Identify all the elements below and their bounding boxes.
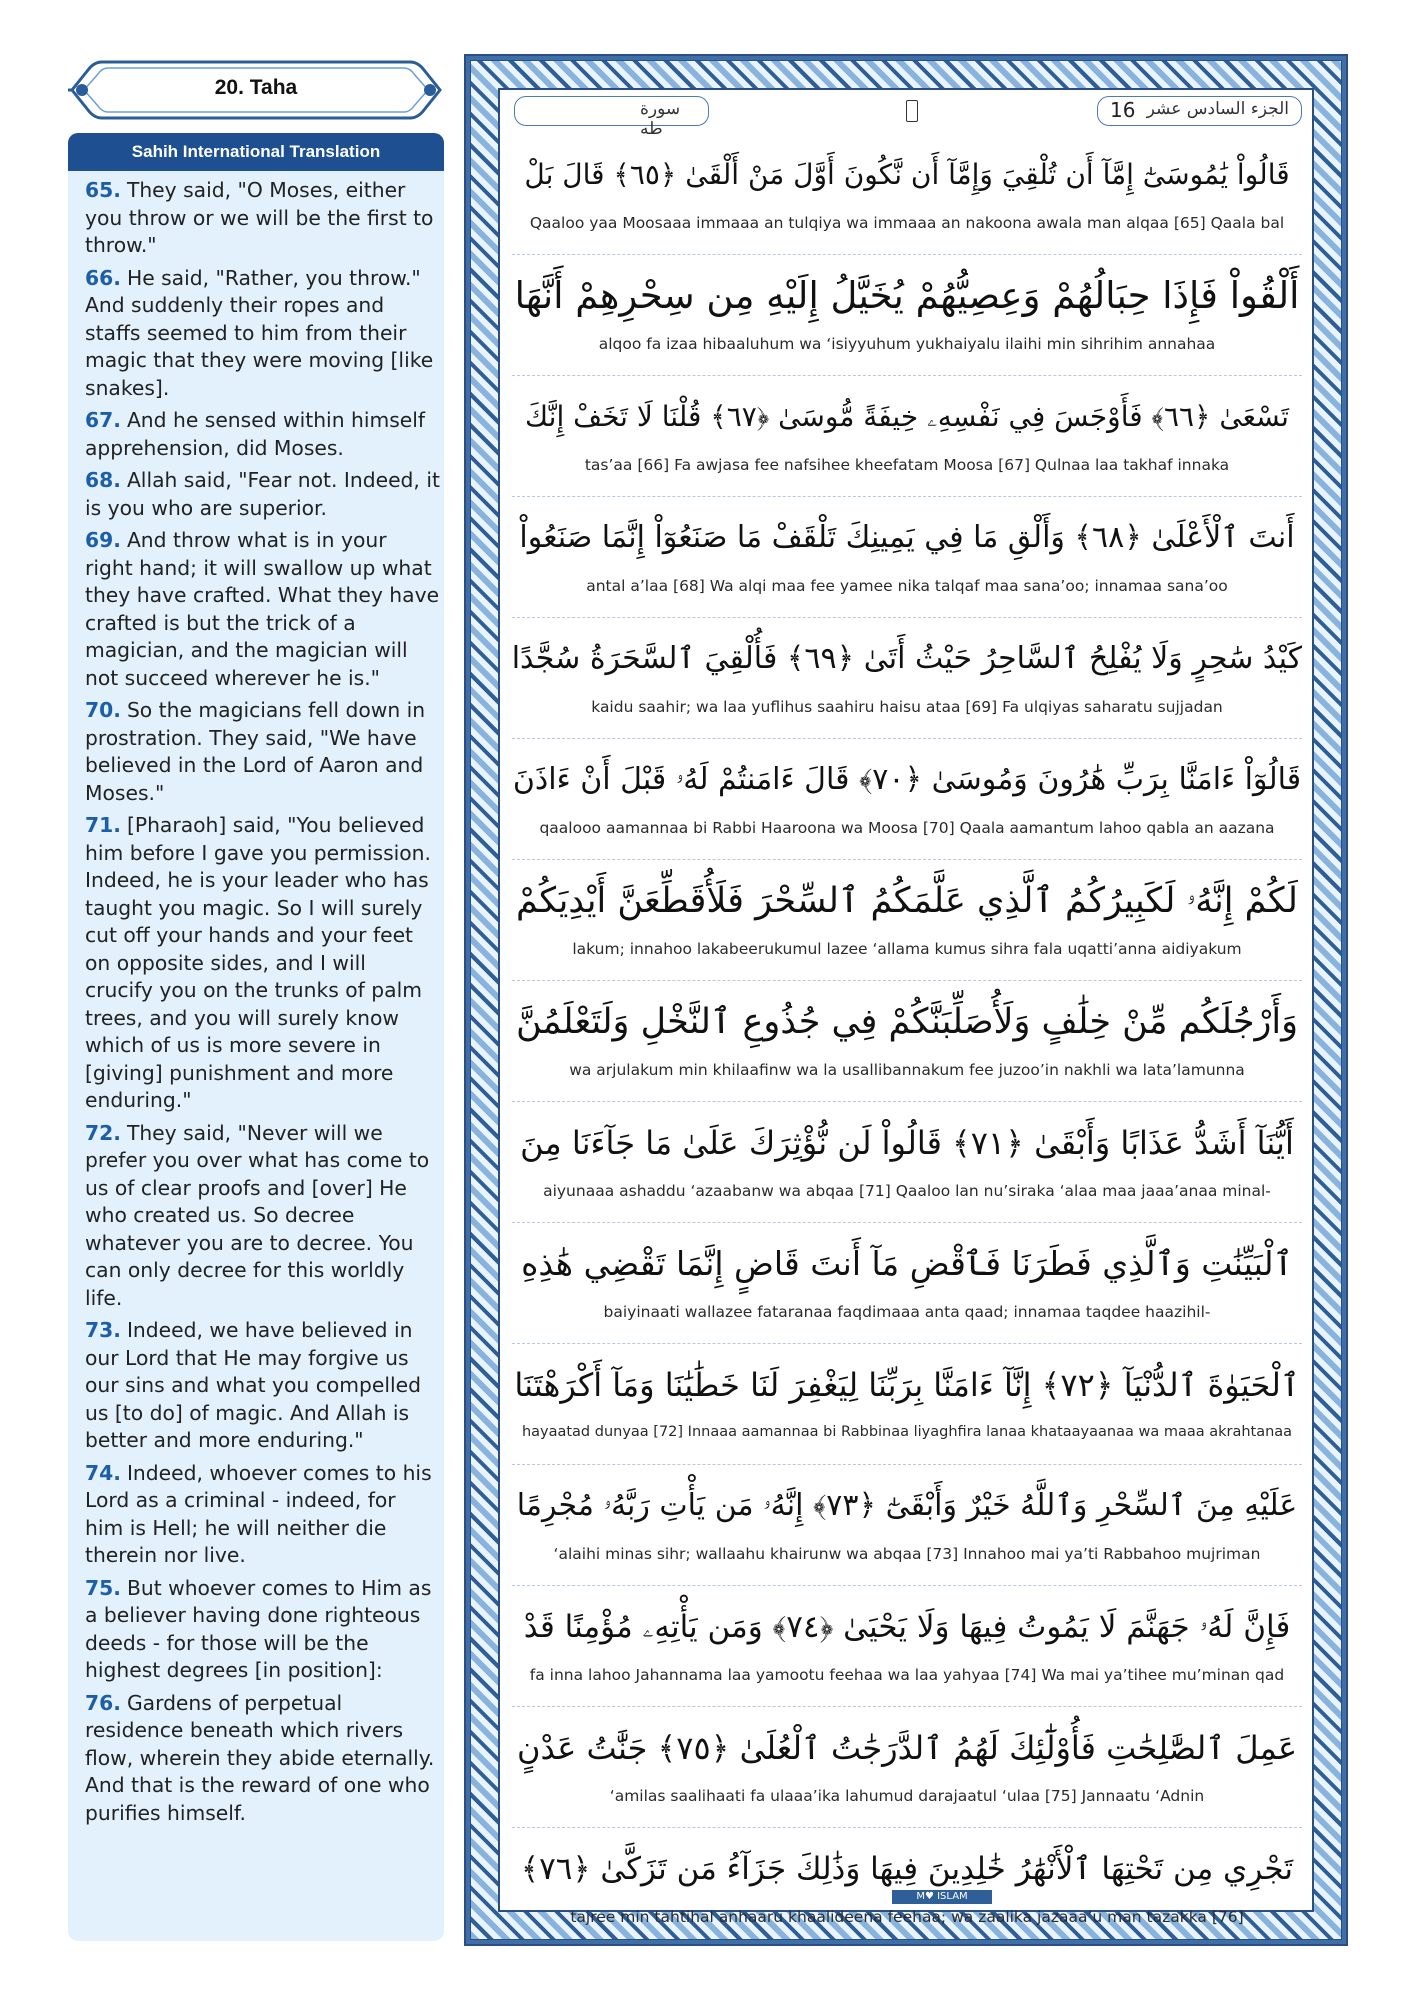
quran-line (512, 1344, 1302, 1465)
arabic-text: تَجْرِي مِن تَحْتِهَا ٱلْأَنْهَٰرُ خَٰلِدِينَ فِيهَا وَذَٰلِكَ جَزَآءُ مَن تَزَكَّىٰ ﴿٧٦﴾ (520, 1851, 1294, 1887)
translation-verse (85, 527, 440, 692)
arabic-text: عَلَيْهِ مِنَ ٱلسِّحْرِ وَٱللَّهُ خَيْرٌ وَأَبْقَىٰٓ ﴿٧٣﴾ إِنَّهُۥ مَن يَأْتِ رَبَّهُۥ مُجْرِمًا (516, 1488, 1298, 1523)
transliteration: fa inna lahoo Jahannama laa yamootu feehaa wa laa yahyaa [74] Wa mai ya’tihee mu’minan qad (529, 1666, 1285, 1684)
arabic-text: ٱلْبَيِّنَٰتِ وَٱلَّذِي فَطَرَنَا فَٱقْضِ مَآ أَنتَ قَاضٍ إِنَّمَا تَقْضِي هَٰذِهِ (521, 1244, 1293, 1283)
translation-verse (85, 177, 440, 260)
quran-line (512, 618, 1302, 739)
juz-label: الجزء السادس عشر (1146, 99, 1289, 119)
verse-number: 72. (85, 1120, 121, 1145)
translation-verse (85, 1317, 440, 1455)
quran-lines (512, 134, 1302, 1948)
translation-verse (85, 1460, 440, 1570)
translation-panel (68, 171, 444, 1941)
verse-text: Gardens of perpetual residence beneath which rivers flow, wherein they abide eternally. And that is the reward of one who purifies himself. (85, 1690, 435, 1825)
transliteration: alqoo fa izaa hibaaluhum wa ‘isiyyuhum yukhaiyalu ilaihi min sihrihim annahaa (598, 335, 1216, 353)
transliteration: qaalooo aamannaa bi Rabbi Haaroona wa Moosa [70] Qaala aamantum lahoo qabla an aazana (539, 819, 1275, 837)
arabic-text: فَإِنَّ لَهُۥ جَهَنَّمَ لَا يَمُوتُ فِيهَا وَلَا يَحْيَىٰ ﴿٧٤﴾ وَمَن يَأْتِهِۦ مُؤْمِنًا قَدْ (523, 1609, 1291, 1645)
arabic-text: عَمِلَ ٱلصَّٰلِحَٰتِ فَأُوْلَٰٓئِكَ لَهُمُ ٱلدَّرَجَٰتُ ٱلْعُلَىٰ ﴿٧٥﴾ جَنَّٰتُ عَدْنٍ (516, 1729, 1298, 1767)
arabic-text: أَنتَ ٱلْأَعْلَىٰ ﴿٦٨﴾ وَأَلْقِ مَا فِي يَمِينِكَ تَلْقَفْ مَا صَنَعُوٓاْ إِنَّمَا صَنَعُواْ (519, 520, 1295, 555)
transliteration: tas’aa [66] Fa awjasa fee nafsihee kheefatam Moosa [67] Qulnaa laa takhaf innaka (584, 456, 1230, 474)
verse-number: 68. (85, 468, 121, 492)
verse-text: And throw what is in your right hand; it will swallow up what they have crafted. What they have crafted is but the trick of a magician, and the magician will not succeed wherever he is." (85, 528, 440, 690)
page-number: 16 (1110, 98, 1136, 122)
quran-line (512, 1223, 1302, 1344)
footer-logo: M♥ ISLAM (892, 1890, 992, 1904)
verse-text: Indeed, whoever comes to his Lord as a criminal - indeed, for him is Hell; he will neither die therein nor live. (85, 1460, 432, 1567)
translation-column (68, 56, 444, 1941)
verse-number: 75. (85, 1575, 121, 1600)
verse-text: Indeed, we have believed in our Lord that He may forgive us our sins and what you compelled us [to do] of magic. And Allah is better and more enduring." (85, 1318, 421, 1452)
verse-text: They said, "O Moses, either you throw or we will be the first to throw." (85, 178, 434, 257)
transliteration: hayaatad dunyaa [72] Innaaa aamannaa bi Rabbinaa liyaghfira lanaa khataayaanaa wa maaa akrahtanaa (521, 1424, 1293, 1440)
transliteration: wa arjulakum min khilaafinw wa la usallibannakum fee juzoo’in nakhli wa lata’lamunna (569, 1061, 1245, 1079)
quran-line (512, 739, 1302, 860)
arabic-text: قَالُواْ يَٰمُوسَىٰٓ إِمَّآ أَن تُلْقِيَ وَإِمَّآ أَن نَّكُونَ أَوَّلَ مَنْ أَلْقَىٰ ﴿٦٥﴾ قَالَ بَلْ (524, 158, 1290, 191)
verse-number: 71. (85, 813, 121, 837)
verse-text: They said, "Never will we prefer you over what has come to us of clear proofs and [over] He who created us. So decree whatever you are to decree. You can only decree for this worldly life. (85, 1120, 430, 1310)
arabic-text: لَكُمْ إِنَّهُۥ لَكَبِيرُكُمُ ٱلَّذِي عَلَّمَكُمُ ٱلسِّحْرَ فَلَأُقَطِّعَنَّ أَيْدِيَكُمْ (516, 881, 1298, 921)
verse-text: But whoever comes to Him as a believer having done righteous deeds - for those will be the highest degrees [in position]: (85, 1575, 432, 1682)
translation-verse (85, 697, 440, 807)
translation-verse (85, 1690, 440, 1828)
verse-number: 70. (85, 698, 121, 722)
quran-line (512, 376, 1302, 497)
transliteration: aiyunaaa ashaddu ‘azaabanw wa abqaa [71] Qaaloo lan nu’siraka ‘alaa maa jaaa’anaa minal- (543, 1182, 1271, 1200)
quran-line (512, 1707, 1302, 1828)
surah-label: سورة طه (640, 99, 681, 139)
verse-number: 65. (85, 178, 121, 202)
quran-line (512, 1586, 1302, 1707)
translation-verse (85, 467, 440, 522)
verse-number: 66. (85, 265, 121, 290)
translation-verse (85, 407, 440, 462)
transliteration: lakum; innahoo lakabeerukumul lazee ‘allama kumus sihra fala uqatti’anna aidiyakum (572, 940, 1242, 958)
verse-text: Allah said, "Fear not. Indeed, it is you who are superior. (85, 468, 440, 520)
arabic-text: وَأَرْجُلَكُم مِّنْ خِلَٰفٍ وَلَأُصَلِّبَنَّكُمْ فِي جُذُوعِ ٱلنَّخْلِ وَلَتَعْلَمُنَّ (515, 1002, 1298, 1042)
quran-line (512, 255, 1302, 376)
arabic-text: كَيْدُ سَٰحِرٍ وَلَا يُفْلِحُ ٱلسَّاحِرُ حَيْثُ أَتَىٰ ﴿٦٩﴾ فَأُلْقِيَ ٱلسَّحَرَةُ سُجَّدًا (512, 641, 1302, 676)
arabic-text: قَالُوٓاْ ءَامَنَّا بِرَبِّ هَٰرُونَ وَمُوسَىٰ ﴿٧٠﴾ قَالَ ءَامَنتُمْ لَهُۥ قَبْلَ أَنْ ءَاذَنَ (512, 762, 1302, 797)
translation-verses (85, 177, 440, 1832)
arabic-text: أَيُّنَآ أَشَدُّ عَذَابًا وَأَبْقَىٰ ﴿٧١﴾ قَالُواْ لَن نُّؤْثِرَكَ عَلَىٰ مَا جَآءَنَا مِنَ (520, 1124, 1294, 1162)
transliteration: baiyinaati wallazee fataranaa faqdimaaa anta qaad; innamaa taqdee haazihil- (603, 1303, 1211, 1321)
surah-label-box (514, 96, 709, 139)
arabic-text: تَسْعَىٰ ﴿٦٦﴾ فَأَوْجَسَ فِي نَفْسِهِۦ خِيفَةً مُّوسَىٰ ﴿٦٧﴾ قُلْنَا لَا تَخَفْ إِنَّكَ (525, 400, 1289, 433)
verse-number: 67. (85, 408, 121, 432)
transliteration: ‘amilas saalihaati fa ulaaa’ika lahumud darajaatul ‘ulaa [75] Jannaatu ‘Adnin (609, 1787, 1205, 1805)
verse-number: 74. (85, 1460, 121, 1485)
verse-number: 69. (85, 528, 121, 552)
quran-line (512, 1828, 1302, 1948)
translation-verse (85, 1120, 440, 1313)
transliteration: tajree min tahtihal anhaaru khaalideena feehaa; wa zaalika jazaaa’u man tazakka [76] (570, 1908, 1244, 1926)
juz-label-box (1097, 96, 1302, 126)
mushaf-page (464, 54, 1348, 1946)
transliteration: antal a’laa [68] Wa alqi maa fee yamee nika talqaf maa sana’oo; innamaa sana’oo (586, 577, 1228, 595)
translation-verse (85, 1575, 440, 1685)
quran-line (512, 981, 1302, 1102)
transliteration: Qaaloo yaa Moosaaa immaaa an tulqiya wa immaaa an nakoona awala man alqaa [65] Qaala bal (529, 214, 1285, 232)
translation-verse (85, 265, 440, 403)
verse-number: 76. (85, 1690, 121, 1715)
page-header (514, 96, 1302, 139)
arabic-text: ٱلْحَيَوٰةَ ٱلدُّنْيَآ ﴿٧٢﴾ إِنَّآ ءَامَنَّا بِرَبِّنَا لِيَغْفِرَ لَنَا خَطَٰيَٰنَا وَمَآ أَكْرَهْتَنَا (514, 1366, 1300, 1404)
verse-text: So the magicians fell down in prostration. They said, "We have believed in the Lord of Aaron and Moses." (85, 698, 426, 805)
verse-text: And he sensed within himself apprehension, did Moses. (85, 408, 426, 460)
surah-title: 20. Taha (214, 76, 298, 99)
quran-line (512, 860, 1302, 981)
surah-title-frame (68, 56, 444, 124)
quran-line (512, 1102, 1302, 1223)
translation-header: Sahih International Translation (68, 133, 444, 171)
translation-verse (85, 812, 440, 1115)
verse-text: He said, "Rather, you throw." And suddenly their ropes and staffs seemed to him from their magic that they were moving [like snakes]. (85, 265, 434, 400)
page-content (498, 88, 1314, 1926)
quran-line (512, 134, 1302, 255)
transliteration: ‘alaihi minas sihr; wallaahu khairunw wa abqaa [73] Innahoo mai ya’ti Rabbahoo mujriman (553, 1545, 1261, 1563)
verse-number: 73. (85, 1318, 121, 1342)
arabic-text: أَلْقُواْ فَإِذَا حِبَالُهُمْ وَعِصِيُّهُمْ يُخَيَّلُ إِلَيْهِ مِن سِحْرِهِمْ أَنَّهَا (514, 274, 1300, 317)
bookmark-icon (906, 100, 918, 122)
quran-line (512, 1465, 1302, 1586)
quran-line (512, 497, 1302, 618)
verse-text: [Pharaoh] said, "You believed him before I gave you permission. Indeed, he is your leader who has taught you magic. So I will surely cut off your hands and your feet on opposite sides, and I will crucify you on the trunks of palm trees, and you will surely know which of us is more severe in [giving] punishment and more enduring." (85, 813, 431, 1112)
transliteration: kaidu saahir; wa laa yuflihus saahiru haisu ataa [69] Fa ulqiyas saharatu sujjadan (591, 698, 1223, 716)
